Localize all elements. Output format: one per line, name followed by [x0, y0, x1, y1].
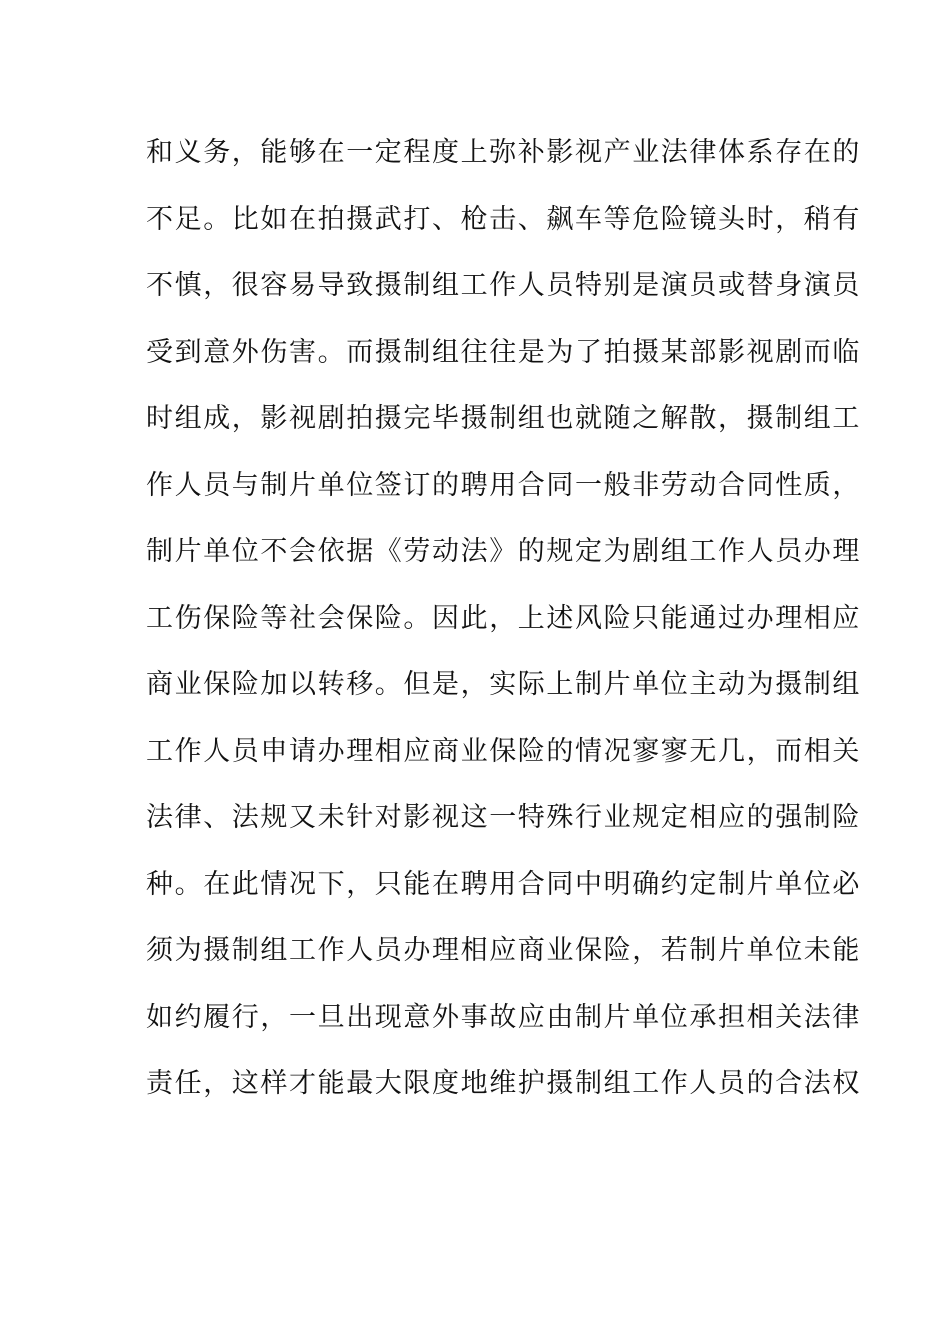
text-line: 不慎，很容易导致摄制组工作人员特别是演员或替身演员: [146, 270, 861, 301]
text-line: 和义务，能够在一定程度上弥补影视产业法律体系存在的: [146, 137, 861, 168]
text-line: 时组成，影视剧拍摄完毕摄制组也就随之解散，摄制组工: [146, 403, 861, 434]
text-line: 如约履行，一旦出现意外事故应由制片单位承担相关法律: [146, 1001, 861, 1033]
text-line: 工伤保险等社会保险。因此，上述风险只能通过办理相应: [146, 602, 861, 634]
text-line: 种。在此情况下，只能在聘用合同中明确约定制片单位必: [146, 868, 861, 900]
text-line: 受到意外伤害。而摄制组往往是为了拍摄某部影视剧而临: [146, 336, 861, 368]
text-line: 商业保险加以转移。但是，实际上制片单位主动为摄制组: [146, 669, 861, 700]
text-line: 不足。比如在拍摄武打、枪击、飙车等危险镜头时，稍有: [146, 203, 861, 235]
text-line: 作人员与制片单位签订的聘用合同一般非劳动合同性质，: [146, 469, 861, 501]
text-line: 法律、法规又未针对影视这一特殊行业规定相应的强制险: [146, 802, 861, 833]
text-line: 制片单位不会依据《劳动法》的规定为剧组工作人员办理: [146, 536, 861, 567]
text-line: 工作人员申请办理相应商业保险的情况寥寥无几，而相关: [146, 735, 861, 767]
text-line: 须为摄制组工作人员办理相应商业保险，若制片单位未能: [146, 935, 861, 966]
body-paragraph: [146, 128, 861, 1126]
text-line: 责任，这样才能最大限度地维护摄制组工作人员的合法权: [146, 1068, 861, 1099]
